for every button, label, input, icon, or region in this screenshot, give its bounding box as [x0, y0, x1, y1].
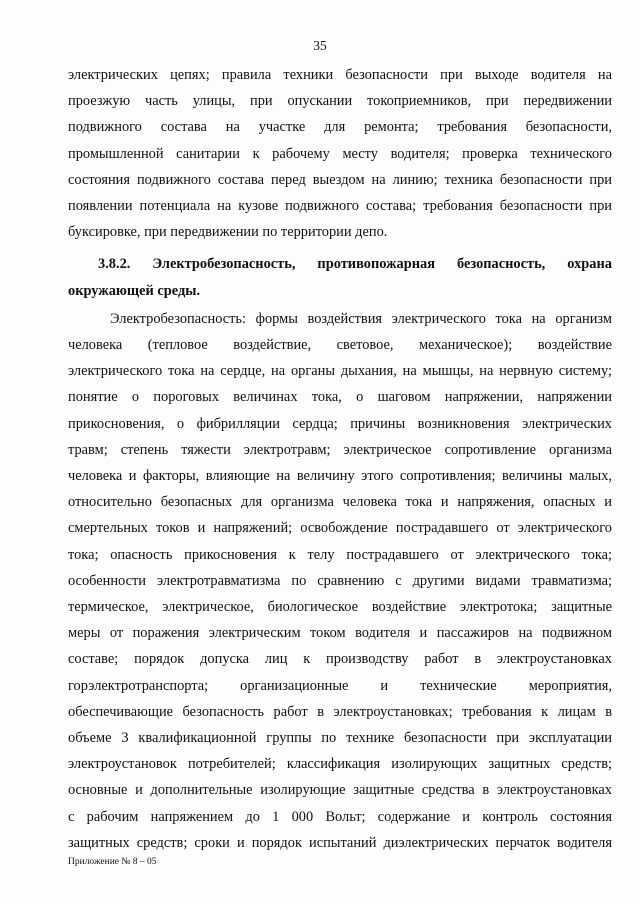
text-line: прикосновения, о фибрилляции сердца; причины возникновения электрических: [68, 415, 612, 432]
text-line: горэлектротранспорта; организационные и технические мероприятия,: [68, 677, 612, 694]
text-line: буксировке, при передвижении по территории депо.: [68, 224, 388, 241]
text-line: электрического тока на сердце, на органы дыхания, на мышцы, на нервную систему;: [68, 363, 612, 380]
page-body: [68, 62, 612, 856]
text-line: подвижного состава на участке для ремонта; требования безопасности,: [68, 119, 612, 136]
text-line: особенности электротравматизма по сравнению с другими видами травматизма;: [68, 572, 612, 589]
text-line: состояния подвижного состава перед выездом на линию; техника безопасности при: [68, 171, 612, 188]
footer-appendix-label: Приложение № 8 – 05: [68, 857, 157, 867]
text-line: составе; порядок допуска лиц к производству работ в электроустановках: [68, 651, 612, 668]
text-line: электрических цепях; правила техники безопасности при выходе водителя на: [68, 67, 612, 83]
text-line: термическое, электрическое, биологическое воздействие электротока; защитные: [68, 599, 612, 616]
text-line: Электробезопасность: формы воздействия электрического тока на организм: [110, 310, 612, 327]
text-line: с рабочим напряжением до 1 000 Вольт; содержание и контроль состояния: [68, 808, 612, 825]
text-line: обеспечивающие безопасность работ в электроустановках; требования к лицам в: [68, 703, 612, 720]
text-line: основные и дополнительные изолирующие защитные средства в электроустановках: [68, 782, 612, 799]
text-line: относительно безопасных для организма человека тока и напряжения, опасных и: [68, 494, 612, 511]
paragraph-electrical-safety: [68, 306, 612, 856]
section-heading: [68, 251, 612, 303]
text-line: промышленной санитарии к рабочему месту водителя; проверка технического: [68, 145, 612, 162]
heading-line: 3.8.2. Электробезопасность, противопожарная безопасность, охрана: [98, 256, 612, 273]
text-line: появлении потенциала на кузове подвижного состава; требования безопасности при: [68, 198, 612, 215]
text-line: тока; опасность прикосновения к телу пострадавшего от электрического тока;: [68, 546, 612, 563]
text-line: понятие о пороговых величинах тока, о шаговом напряжении, напряжении: [68, 389, 612, 406]
paragraph-safety-rules: [68, 62, 612, 245]
text-line: человека (тепловое воздействие, световое, механическое); воздействие: [68, 337, 612, 354]
text-line: травм; степень тяжести электротравм; электрическое сопротивление организма: [68, 441, 612, 458]
heading-line: окружающей среды.: [68, 282, 201, 299]
text-line: смертельных токов и напряжений; освобождение пострадавшего от электрического: [68, 520, 612, 537]
text-line: электроустановок потребителей; классификация изолирующих защитных средств;: [68, 756, 612, 773]
text-line: меры от поражения электрическим током водителя и пассажиров на подвижном: [68, 625, 612, 642]
text-line: объеме 3 квалификационной группы по технике безопасности при эксплуатации: [68, 730, 612, 747]
text-line: человека и факторы, влияющие на величину этого сопротивления; величины малых,: [68, 468, 612, 485]
page-number: 35: [313, 38, 327, 53]
text-line: защитных средств; сроки и порядок испытаний диэлектрических перчаток водителя: [68, 834, 612, 851]
text-line: проезжую часть улицы, при опускании токоприемников, при передвижении: [68, 93, 612, 110]
